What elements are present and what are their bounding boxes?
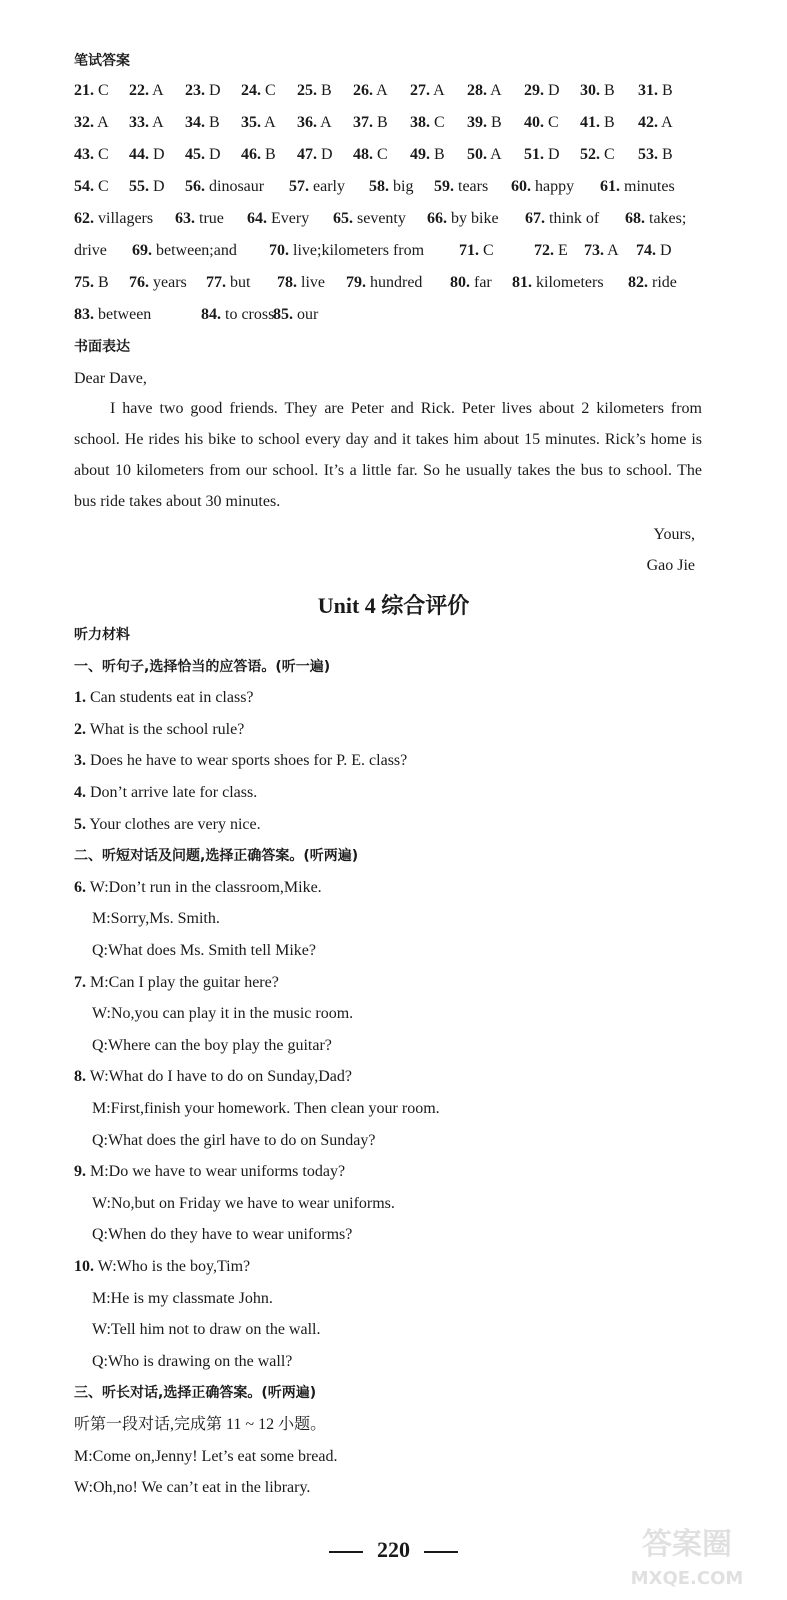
question-text: W:Who is the boy,Tim? — [94, 1258, 251, 1275]
letter-body: I have two good friends. They are Peter and Rick. Peter lives about 2 kilometers from school. He rides his bike to school every day and it takes him about 15 minutes. Rick’s home is about 10 kilometers from our school. It’s a little far. So he usually takes the bus to school. The bus ride takes about 30 minutes. — [74, 400, 702, 510]
dialogue-line: Q:Who is drawing on the wall? — [92, 1353, 293, 1370]
answer-value: C — [94, 82, 109, 99]
dialogue-line: Q:What does the girl have to do on Sunday? — [92, 1132, 376, 1149]
answer-item — [524, 113, 559, 133]
answer-number: 73. — [584, 242, 604, 259]
answer-value: A — [430, 82, 445, 99]
svg-text:答案圈: 答案圈 — [642, 1527, 732, 1562]
answer-item — [74, 209, 153, 229]
unit-title: Unit 4 综合评价 — [317, 593, 470, 618]
part1-heading: 一、听句子,选择恰当的应答语。(听一遍) — [74, 659, 331, 675]
part1-item — [74, 688, 717, 708]
answer-item — [353, 145, 388, 165]
question-number: 1. — [74, 689, 86, 706]
answer-item — [175, 209, 224, 229]
answer-item — [534, 241, 568, 261]
answer-number: 85. — [273, 306, 293, 323]
answer-number: 71. — [459, 242, 479, 259]
question-number: 2. — [74, 721, 86, 738]
answer-value: live — [297, 274, 325, 291]
answer-value: C — [261, 82, 276, 99]
answer-value: C — [479, 242, 494, 259]
dialogue-line: Q:What does Ms. Smith tell Mike? — [92, 942, 316, 959]
answer-number: 23. — [185, 82, 205, 99]
answer-number: 44. — [129, 146, 149, 163]
answer-item — [277, 273, 325, 293]
question-text: What is the school rule? — [86, 721, 245, 738]
answer-number: 79. — [346, 274, 366, 291]
answer-number: 37. — [353, 114, 373, 131]
question-text: W:What do I have to do on Sunday,Dad? — [86, 1068, 353, 1085]
answer-number: 35. — [241, 114, 261, 131]
answer-number: 32. — [74, 114, 94, 131]
answer-value: B — [94, 274, 109, 291]
dialogue-line: W:No,but on Friday we have to wear uniforms. — [92, 1195, 395, 1212]
answer-item — [638, 145, 673, 165]
dialogue-line: M:Sorry,Ms. Smith. — [92, 910, 220, 927]
question-text: Does he have to wear sports shoes for P. E. class? — [86, 752, 408, 769]
answer-value: B — [600, 82, 615, 99]
answer-item — [185, 113, 220, 133]
answer-number: 77. — [206, 274, 226, 291]
answer-value: minutes — [620, 178, 675, 195]
answer-item — [512, 273, 604, 293]
answer-item — [580, 81, 615, 101]
answer-value: A — [149, 82, 164, 99]
answer-value: A — [373, 82, 388, 99]
answer-item — [132, 241, 237, 261]
answer-value: B — [600, 114, 615, 131]
answer-number: 55. — [129, 178, 149, 195]
dialogue-line: W:No,you can play it in the music room. — [92, 1005, 354, 1022]
part2-heading: 二、听短对话及问题,选择正确答案。(听两遍) — [74, 848, 359, 864]
answer-number: 49. — [410, 146, 430, 163]
answer-number: 75. — [74, 274, 94, 291]
answer-number: 66. — [427, 210, 447, 227]
letter-signature: Gao Jie — [646, 557, 695, 574]
answer-number: 60. — [511, 178, 531, 195]
answer-value: villagers — [94, 210, 154, 227]
answer-value: our — [293, 306, 319, 323]
part1-item — [74, 751, 717, 771]
answer-number: 67. — [525, 210, 545, 227]
answer-item — [636, 241, 672, 261]
answer-value: C — [94, 178, 109, 195]
question-number: 6. — [74, 879, 86, 896]
answer-number: 82. — [628, 274, 648, 291]
answer-number: 70. — [269, 242, 289, 259]
answer-value: big — [389, 178, 414, 195]
answer-item — [185, 81, 221, 101]
answer-item — [427, 209, 499, 229]
answer-item — [524, 81, 560, 101]
answer-item — [74, 177, 109, 197]
answer-item — [74, 273, 109, 293]
dialogue-line — [74, 878, 717, 898]
answer-item — [369, 177, 413, 197]
answer-item — [434, 177, 488, 197]
answer-number: 74. — [636, 242, 656, 259]
answer-value: B — [261, 146, 276, 163]
answer-item — [450, 273, 492, 293]
answer-item — [580, 145, 615, 165]
answer-item — [269, 241, 424, 261]
answer-number: 43. — [74, 146, 94, 163]
question-number: 10. — [74, 1258, 94, 1275]
answer-value: think of — [545, 210, 600, 227]
answer-number: 64. — [247, 210, 267, 227]
answer-number: 47. — [297, 146, 317, 163]
dialogue-line — [74, 1067, 717, 1087]
letter-closing: Yours, — [653, 526, 695, 543]
answer-item — [129, 145, 165, 165]
part3-intro: 听第一段对话,完成第 11 ~ 12 小题。 — [74, 1416, 327, 1433]
svg-text:MXQE.COM: MXQE.COM — [630, 1568, 744, 1589]
answer-value: D — [656, 242, 672, 259]
question-text: Your clothes are very nice. — [86, 816, 261, 833]
question-number: 8. — [74, 1068, 86, 1085]
answer-item — [74, 113, 109, 133]
answer-number: 63. — [175, 210, 195, 227]
question-text: Can students eat in class? — [86, 689, 254, 706]
answer-value: to cross — [221, 306, 275, 323]
answer-item — [74, 81, 109, 101]
answer-number: 62. — [74, 210, 94, 227]
answer-value: C — [430, 114, 445, 131]
answer-item — [129, 177, 165, 197]
answer-item — [600, 177, 675, 197]
question-number: 4. — [74, 784, 86, 801]
answer-number: 39. — [467, 114, 487, 131]
dialogue-line: M:Come on,Jenny! Let’s eat some bread. — [74, 1448, 338, 1465]
answer-item — [206, 273, 250, 293]
answer-value: B — [658, 82, 673, 99]
answer-value: early — [309, 178, 345, 195]
answer-item — [185, 177, 264, 197]
answer-number: 72. — [534, 242, 554, 259]
answer-item — [185, 145, 221, 165]
answer-value: A — [658, 114, 673, 131]
answer-item — [241, 145, 276, 165]
letter-salutation: Dear Dave, — [74, 370, 147, 387]
answer-number: 61. — [600, 178, 620, 195]
answer-value: D — [317, 146, 333, 163]
answer-number: 56. — [185, 178, 205, 195]
answer-item — [511, 177, 574, 197]
answer-number: 81. — [512, 274, 532, 291]
dash-right — [424, 1551, 458, 1553]
answer-item — [129, 273, 187, 293]
answer-value: dinosaur — [205, 178, 265, 195]
answer-value: D — [544, 146, 560, 163]
answer-value: B — [430, 146, 445, 163]
answer-number: 65. — [333, 210, 353, 227]
answer-item — [410, 145, 445, 165]
watermark-logo — [597, 1514, 777, 1594]
answer-value: A — [487, 146, 502, 163]
answer-number: 22. — [129, 82, 149, 99]
written-answers-heading: 笔试答案 — [74, 53, 130, 69]
answer-value: true — [195, 210, 224, 227]
answer-number: 57. — [289, 178, 309, 195]
answer-value: A — [149, 114, 164, 131]
answer-number: 53. — [638, 146, 658, 163]
answer-number: 76. — [129, 274, 149, 291]
part3-heading: 三、听长对话,选择正确答案。(听两遍) — [74, 1385, 317, 1401]
answer-item — [467, 81, 502, 101]
answer-number: 25. — [297, 82, 317, 99]
answer-number: 59. — [434, 178, 454, 195]
answer-value: C — [94, 146, 109, 163]
page-number: 220 — [0, 1537, 787, 1563]
writing-heading: 书面表达 — [74, 339, 130, 355]
answer-value: but — [226, 274, 251, 291]
answer-number: 46. — [241, 146, 261, 163]
dialogue-line: M:He is my classmate John. — [92, 1290, 273, 1307]
answer-value: years — [149, 274, 187, 291]
answer-item — [638, 81, 673, 101]
answer-item — [241, 81, 276, 101]
answer-item — [74, 305, 151, 325]
answer-number: 33. — [129, 114, 149, 131]
answer-item — [297, 113, 332, 133]
answer-number: 38. — [410, 114, 430, 131]
answer-value: B — [658, 146, 673, 163]
answer-value: B — [373, 114, 388, 131]
answer-item — [247, 209, 309, 229]
answer-item — [241, 113, 276, 133]
answer-number: 48. — [353, 146, 373, 163]
question-number: 5. — [74, 816, 86, 833]
answer-item — [129, 81, 164, 101]
listening-heading: 听力材料 — [74, 627, 130, 643]
answer-number: 50. — [467, 146, 487, 163]
answer-value: E — [554, 242, 568, 259]
answer-item — [346, 273, 422, 293]
answer-item — [467, 145, 502, 165]
answer-number: 69. — [132, 242, 152, 259]
answer-item — [74, 241, 107, 261]
answer-number: 45. — [185, 146, 205, 163]
answer-item — [297, 145, 333, 165]
part1-item — [74, 720, 717, 740]
answer-number: 31. — [638, 82, 658, 99]
answer-item — [580, 113, 615, 133]
answer-value: between — [94, 306, 152, 323]
answer-number: 28. — [467, 82, 487, 99]
answer-value: happy — [531, 178, 575, 195]
dialogue-line: Q:When do they have to wear uniforms? — [92, 1226, 353, 1243]
question-number: 9. — [74, 1163, 86, 1180]
answer-number: 40. — [524, 114, 544, 131]
answer-value: C — [373, 146, 388, 163]
answer-value: far — [470, 274, 492, 291]
answer-value: C — [544, 114, 559, 131]
dialogue-line: W:Oh,no! We can’t eat in the library. — [74, 1479, 311, 1496]
answer-number: 21. — [74, 82, 94, 99]
answer-number: 34. — [185, 114, 205, 131]
answer-number: 51. — [524, 146, 544, 163]
answer-value: hundred — [366, 274, 423, 291]
answer-value: A — [94, 114, 109, 131]
answer-number: 78. — [277, 274, 297, 291]
answer-value: takes; — [645, 210, 687, 227]
answer-value: ride — [648, 274, 677, 291]
answer-item — [625, 209, 686, 229]
answer-value: D — [205, 82, 221, 99]
answer-number: 80. — [450, 274, 470, 291]
dialogue-line — [74, 973, 717, 993]
question-text: M:Do we have to wear uniforms today? — [86, 1163, 346, 1180]
answer-item — [201, 305, 274, 325]
answer-number: 27. — [410, 82, 430, 99]
answer-number: 54. — [74, 178, 94, 195]
answer-value: C — [600, 146, 615, 163]
answer-item — [410, 113, 445, 133]
answer-number: 41. — [580, 114, 600, 131]
answer-value: B — [487, 114, 502, 131]
question-text: M:Can I play the guitar here? — [86, 974, 279, 991]
question-number: 7. — [74, 974, 86, 991]
answer-value: between;and — [152, 242, 237, 259]
answer-value: D — [205, 146, 221, 163]
answer-item — [353, 81, 388, 101]
answer-item — [459, 241, 494, 261]
answer-item — [467, 113, 502, 133]
answer-item — [353, 113, 388, 133]
question-text: Don’t arrive late for class. — [86, 784, 258, 801]
dialogue-line: W:Tell him not to draw on the wall. — [92, 1321, 321, 1338]
answer-number: 30. — [580, 82, 600, 99]
answer-value: tears — [454, 178, 489, 195]
answer-item — [584, 241, 619, 261]
answer-item — [628, 273, 677, 293]
answer-value: A — [487, 82, 502, 99]
answer-number: 36. — [297, 114, 317, 131]
answer-value: A — [261, 114, 276, 131]
answer-value: A — [317, 114, 332, 131]
dialogue-line: Q:Where can the boy play the guitar? — [92, 1037, 332, 1054]
dialogue-line — [74, 1257, 717, 1277]
answer-item — [410, 81, 445, 101]
answer-value: seventy — [353, 210, 406, 227]
part1-item — [74, 783, 717, 803]
answer-item — [74, 145, 109, 165]
answer-item — [638, 113, 673, 133]
answer-number: 24. — [241, 82, 261, 99]
answer-value: Every — [267, 210, 310, 227]
answer-number: 58. — [369, 178, 389, 195]
answer-value: live;kilometers from — [289, 242, 425, 259]
answer-value: A — [604, 242, 619, 259]
answer-value: D — [544, 82, 560, 99]
answer-value: D — [149, 146, 165, 163]
question-number: 3. — [74, 752, 86, 769]
answer-value: B — [317, 82, 332, 99]
dialogue-line — [74, 1162, 717, 1182]
answer-item — [129, 113, 164, 133]
answer-item — [524, 145, 560, 165]
answer-value: D — [149, 178, 165, 195]
answer-number: 68. — [625, 210, 645, 227]
answer-item — [297, 81, 332, 101]
answer-item — [273, 305, 318, 325]
question-text: W:Don’t run in the classroom,Mike. — [86, 879, 322, 896]
answer-number: 42. — [638, 114, 658, 131]
answer-number: 52. — [580, 146, 600, 163]
answer-item — [333, 209, 406, 229]
answer-number: 84. — [201, 306, 221, 323]
dash-left — [329, 1551, 363, 1553]
answer-value: B — [205, 114, 220, 131]
answer-value: by bike — [447, 210, 499, 227]
part1-item — [74, 815, 717, 835]
dialogue-line: M:First,finish your homework. Then clean your room. — [92, 1100, 440, 1117]
answer-value: kilometers — [532, 274, 604, 291]
answer-number: 83. — [74, 306, 94, 323]
answer-value: drive — [74, 242, 107, 259]
answer-number: 29. — [524, 82, 544, 99]
answer-item — [525, 209, 599, 229]
answer-item — [289, 177, 345, 197]
answer-number: 26. — [353, 82, 373, 99]
